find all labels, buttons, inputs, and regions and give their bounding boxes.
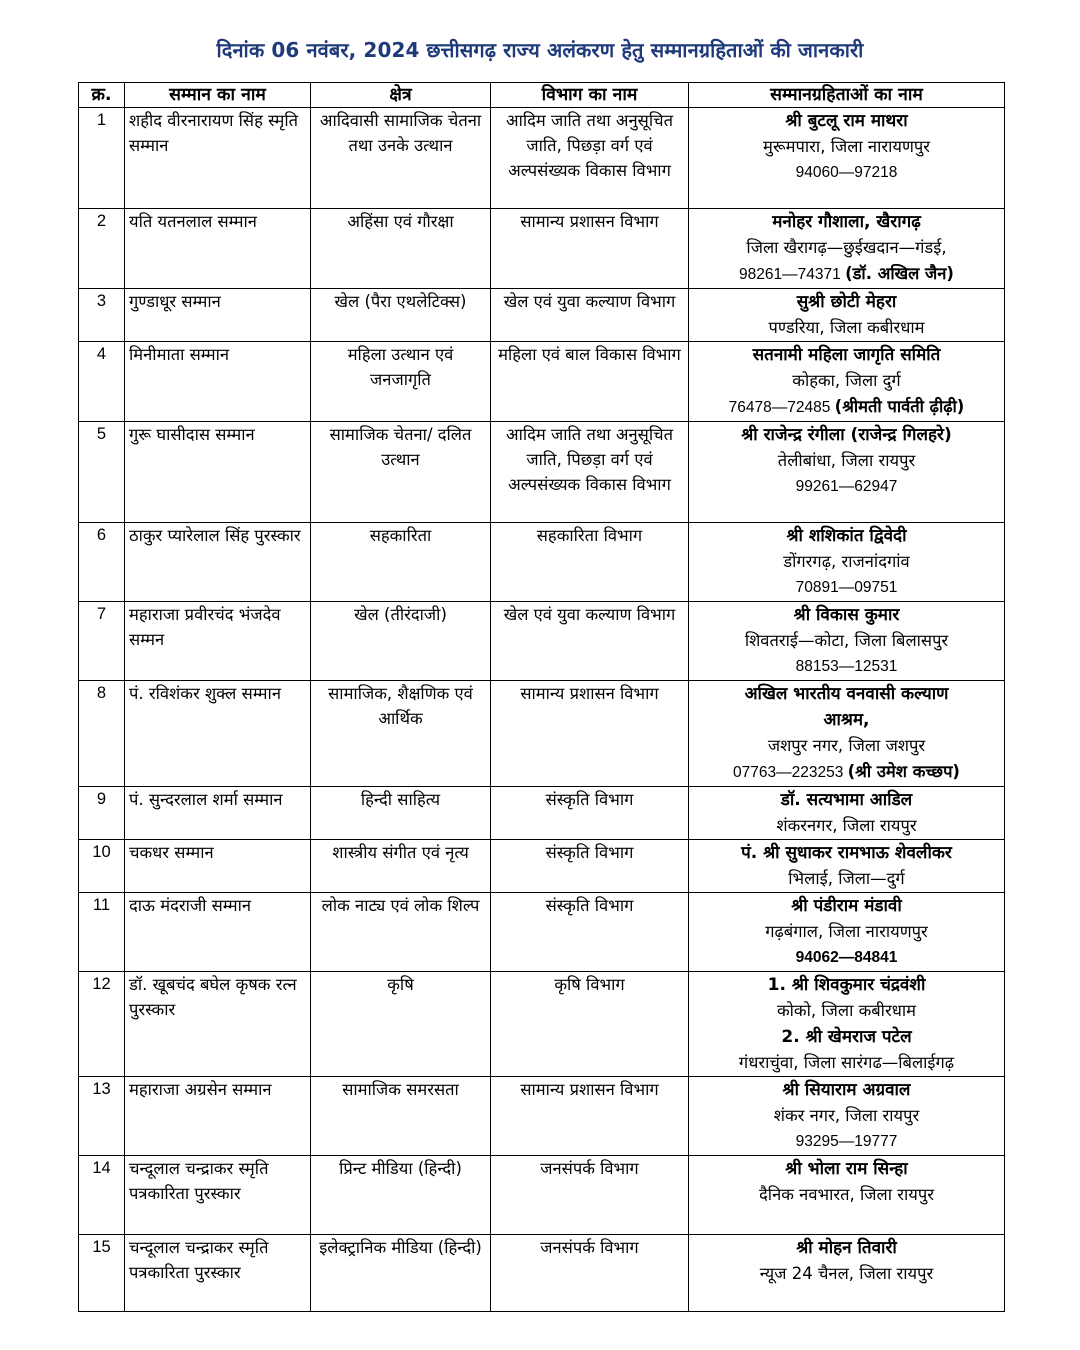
recipient (689, 108, 1005, 209)
table-row (79, 840, 1005, 893)
recipient (689, 1235, 1005, 1312)
field: इलेक्ट्रानिक मीडिया (हिन्दी) (311, 1235, 491, 1312)
recipient (689, 840, 1005, 893)
recipient (689, 422, 1005, 523)
award-name: पं. रविशंकर शुक्ल सम्मान (125, 681, 311, 787)
recipient (689, 1077, 1005, 1156)
field: सामाजिक समरसता (311, 1077, 491, 1156)
award-name: चन्दूलाल चन्द्राकर स्मृति पत्रकारिता पुरस्कार (125, 1235, 311, 1312)
recipient (689, 893, 1005, 972)
field: खेल (तीरंदाजी) (311, 602, 491, 681)
field: सहकारिता (311, 523, 491, 602)
award-name: यति यतनलाल सम्मान (125, 209, 311, 289)
recipient-address: शंकर नगर, जिला रायपुर (773, 1106, 920, 1125)
serial-number: 1 (79, 108, 125, 209)
field: हिन्दी साहित्य (311, 787, 491, 840)
field: लोक नाट्य एवं लोक शिल्प (311, 893, 491, 972)
field: अहिंसा एवं गौरक्षा (311, 209, 491, 289)
recipient (689, 787, 1005, 840)
recipient-address: पण्डरिया, जिला कबीरधाम (768, 318, 925, 337)
award-name: चकधर सम्मान (125, 840, 311, 893)
recipient (689, 972, 1005, 1077)
recipient-name: श्री भोला राम सिन्हा (785, 1159, 908, 1179)
recipient-address: कोको, जिला कबीरधाम (776, 1001, 916, 1020)
table-row (79, 209, 1005, 289)
field: आदिवासी सामाजिक चेतना तथा उनके उत्थान (311, 108, 491, 209)
recipient-phone: 98261—74371 (739, 266, 841, 283)
field: महिला उत्थान एवं जनजागृति (311, 342, 491, 422)
recipient-phone: 70891—09751 (795, 579, 898, 596)
department: महिला एवं बाल विकास विभाग (491, 342, 689, 422)
recipient (689, 342, 1005, 422)
table-row (79, 787, 1005, 840)
serial-number: 12 (79, 972, 125, 1077)
recipient-address: तेलीबांधा, जिला रायपुर (777, 451, 916, 470)
recipient (689, 602, 1005, 681)
recipient-name: श्री पंडीराम मंडावी (791, 896, 902, 916)
recipient (689, 209, 1005, 289)
award-name: शहीद वीरनारायण सिंह स्मृति सम्मान (125, 108, 311, 209)
recipient (689, 1156, 1005, 1235)
recipient-name: अखिल भारतीय वनवासी कल्याण (744, 684, 949, 704)
recipient-name: श्री राजेन्द्र रंगीला (राजेन्द्र गिलहरे) (741, 425, 952, 445)
table-row (79, 1077, 1005, 1156)
department: कृषि विभाग (491, 972, 689, 1077)
department: जनसंपर्क विभाग (491, 1156, 689, 1235)
award-name: मिनीमाता सम्मान (125, 342, 311, 422)
field: प्रिन्ट मीडिया (हिन्दी) (311, 1156, 491, 1235)
table-row (79, 602, 1005, 681)
recipient-address: मुरूमपारा, जिला नारायणपुर (762, 137, 930, 156)
recipient-phone: 94060—97218 (795, 164, 898, 181)
award-name: चन्दूलाल चन्द्राकर स्मृति पत्रकारिता पुरस्कार (125, 1156, 311, 1235)
recipient-address: जिला खैरागढ़—छुईखदान—गंडई, (746, 238, 947, 257)
recipient-address: गंधराचुंवा, जिला सारंगढ—बिलाईगढ़ (738, 1053, 955, 1072)
serial-number: 4 (79, 342, 125, 422)
serial-number: 13 (79, 1077, 125, 1156)
field: शास्त्रीय संगीत एवं नृत्य (311, 840, 491, 893)
award-name: दाऊ मंदराजी सम्मान (125, 893, 311, 972)
table-row (79, 1156, 1005, 1235)
serial-number: 5 (79, 422, 125, 523)
recipient-address: न्यूज 24 चैनल, जिला रायपुर (759, 1264, 934, 1283)
recipient (689, 289, 1005, 342)
table-row (79, 422, 1005, 523)
header-department: विभाग का नाम (491, 83, 689, 108)
table-row (79, 523, 1005, 602)
header-serial: क्र. (79, 83, 125, 108)
department: जनसंपर्क विभाग (491, 1235, 689, 1312)
field: सामाजिक, शैक्षणिक एवं आर्थिक (311, 681, 491, 787)
table-row (79, 972, 1005, 1077)
serial-number: 11 (79, 893, 125, 972)
awards-table (78, 82, 1005, 1312)
department: सहकारिता विभाग (491, 523, 689, 602)
recipient-name: श्री शशिकांत द्विवेदी (786, 526, 907, 546)
recipient-address: शंकरनगर, जिला रायपुर (776, 816, 917, 835)
table-row (79, 681, 1005, 787)
serial-number: 3 (79, 289, 125, 342)
recipient-address: गढ़बंगाल, जिला नारायणपुर (765, 922, 928, 941)
recipient-name: श्री विकास कुमार (793, 605, 900, 625)
department: संस्कृति विभाग (491, 787, 689, 840)
recipient-phone: 07763—223253 (733, 764, 844, 781)
recipient-name: श्री मोहन तिवारी (796, 1238, 897, 1258)
recipient-contact (693, 759, 1000, 786)
field: सामाजिक चेतना/ दलित उत्थान (311, 422, 491, 523)
recipient-address: दैनिक नवभारत, जिला रायपुर (759, 1185, 934, 1204)
recipient-name: मनोहर गौशाला, खैरागढ़ (772, 212, 921, 232)
award-name: पं. सुन्दरलाल शर्मा सम्मान (125, 787, 311, 840)
department: संस्कृति विभाग (491, 840, 689, 893)
recipient-contact (693, 261, 1000, 288)
recipient-phone: 76478—72485 (728, 399, 831, 416)
department: संस्कृति विभाग (491, 893, 689, 972)
serial-number: 14 (79, 1156, 125, 1235)
header-field: क्षेत्र (311, 83, 491, 108)
department: सामान्य प्रशासन विभाग (491, 1077, 689, 1156)
recipient-address: कोहका, जिला दुर्ग (792, 371, 901, 390)
award-name: ठाकुर प्यारेलाल सिंह पुरस्कार (125, 523, 311, 602)
recipient-name: श्री बुटलू राम माथरा (785, 111, 908, 131)
recipient-name: 2. श्री खेमराज पटेल (781, 1027, 912, 1047)
recipient-address: भिलाई, जिला—दुर्ग (788, 869, 905, 888)
table-row (79, 893, 1005, 972)
department: खेल एवं युवा कल्याण विभाग (491, 602, 689, 681)
serial-number: 6 (79, 523, 125, 602)
document-title: दिनांक 06 नवंबर, 2024 छत्तीसगढ़ राज्य अलंकरण हेतु सम्मानग्रहिताओं की जानकारी (216, 38, 864, 62)
recipient-phone: 99261—62947 (795, 478, 898, 495)
recipient-phone: 94062—84841 (795, 949, 898, 966)
contact-person: (डॉ. अखिल जैन) (845, 264, 954, 283)
recipient (689, 681, 1005, 787)
recipient-name: डॉ. सत्यभामा आडिल (780, 790, 913, 810)
recipient (689, 523, 1005, 602)
award-name: महाराजा अग्रसेन सम्मान (125, 1077, 311, 1156)
contact-person: (श्रीमती पार्वती ढ़ीढ़ी) (834, 397, 965, 416)
field: कृषि (311, 972, 491, 1077)
recipient-name: 1. श्री शिवकुमार चंद्रवंशी (767, 975, 926, 995)
department: आदिम जाति तथा अनुसूचित जाति, पिछड़ा वर्ग एवं अल्पसंख्यक विकास विभाग (491, 108, 689, 209)
serial-number: 10 (79, 840, 125, 893)
department: खेल एवं युवा कल्याण विभाग (491, 289, 689, 342)
department: सामान्य प्रशासन विभाग (491, 681, 689, 787)
serial-number: 8 (79, 681, 125, 787)
recipient-address: डोंगरगढ़, राजनांदगांव (783, 552, 910, 571)
serial-number: 7 (79, 602, 125, 681)
award-name: महाराजा प्रवीरचंद भंजदेव सम्मन (125, 602, 311, 681)
recipient-address: जशपुर नगर, जिला जशपुर (767, 736, 926, 755)
header-award-name: सम्मान का नाम (125, 83, 311, 108)
department: सामान्य प्रशासन विभाग (491, 209, 689, 289)
award-name: गुरू घासीदास सम्मान (125, 422, 311, 523)
table-row (79, 342, 1005, 422)
award-name: गुण्डाधूर सम्मान (125, 289, 311, 342)
recipient-address: शिवतराई—कोटा, जिला बिलासपुर (744, 631, 949, 650)
contact-person: (श्री उमेश कच्छप) (847, 762, 960, 781)
recipient-name: सतनामी महिला जागृति समिति (752, 345, 941, 365)
serial-number: 9 (79, 787, 125, 840)
serial-number: 15 (79, 1235, 125, 1312)
table-row (79, 108, 1005, 209)
recipient-name: पं. श्री सुधाकर रामभाऊ शेवलीकर (741, 843, 952, 863)
recipient-contact (693, 394, 1000, 421)
table-row (79, 289, 1005, 342)
department: आदिम जाति तथा अनुसूचित जाति, पिछड़ा वर्ग एवं अल्पसंख्यक विकास विभाग (491, 422, 689, 523)
header-recipients: सम्मानग्रहिताओं का नाम (689, 83, 1005, 108)
recipient-name-cont: आश्रम, (823, 710, 870, 730)
recipient-phone: 88153—12531 (795, 658, 898, 675)
recipient-phone: 93295—19777 (795, 1133, 898, 1150)
recipient-name: श्री सियाराम अग्रवाल (782, 1080, 911, 1100)
award-name: डॉ. खूबचंद बघेल कृषक रत्न पुरस्कार (125, 972, 311, 1077)
serial-number: 2 (79, 209, 125, 289)
table-row (79, 1235, 1005, 1312)
table-header-row (79, 83, 1005, 108)
recipient-name: सुश्री छोटी मेहरा (796, 292, 897, 312)
field: खेल (पैरा एथलेटिक्स) (311, 289, 491, 342)
